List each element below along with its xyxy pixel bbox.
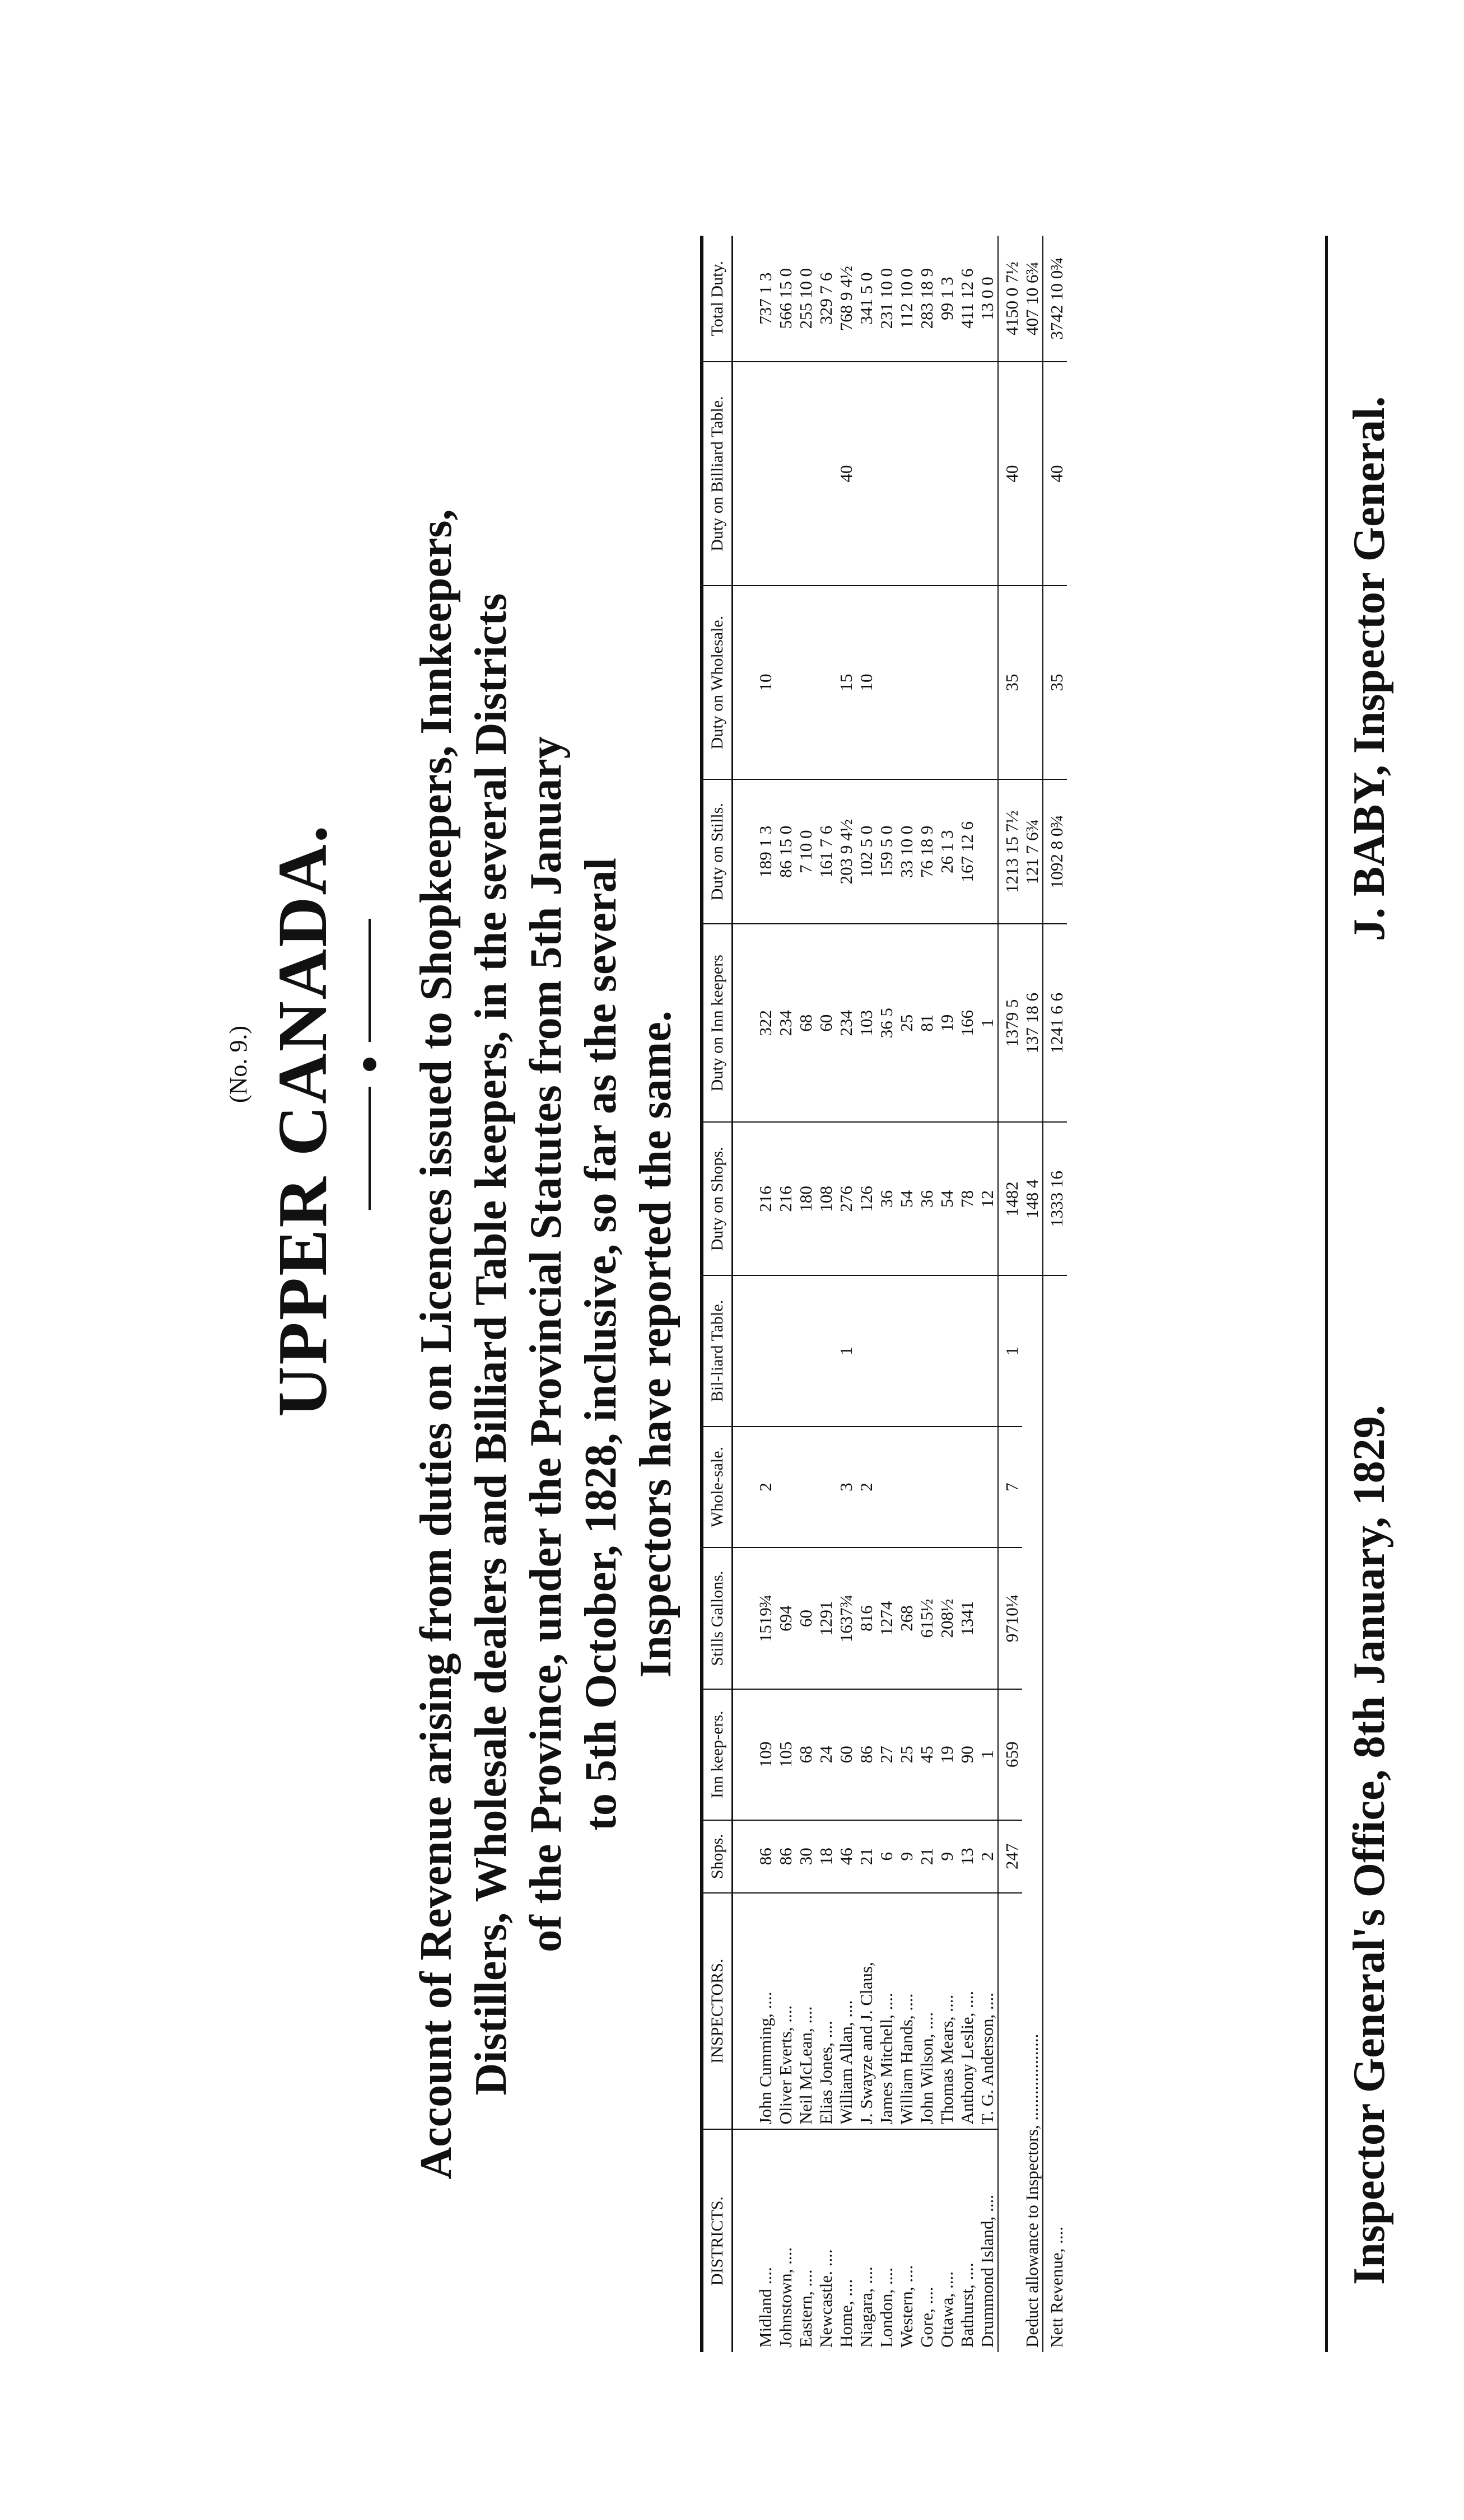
table-row [856, 236, 876, 2352]
table-row [957, 236, 977, 2352]
table-cell [776, 362, 796, 586]
subtitle-line: of the Province, under the Provincial Statutes from 5th January [521, 736, 571, 1952]
table-cell: James Mitchell, .... [876, 1893, 897, 2130]
table-cell: 35 [1043, 586, 1067, 779]
table-cell: 167 12 6 [957, 779, 977, 924]
subtitle-line: Inspectors have reported the same. [631, 1011, 680, 1678]
table-cell: 103 [856, 924, 876, 1122]
table-cell: 1213 15 7½ [998, 779, 1022, 924]
table-cell: 76 18 9 [917, 779, 937, 924]
table-cell: 33 10 0 [897, 779, 917, 924]
deduct-row [1022, 236, 1043, 2352]
table-cell: 40 [836, 362, 856, 586]
table-cell: 615½ [917, 1547, 937, 1689]
table-cell [1022, 586, 1043, 779]
table-cell: 2 [733, 1427, 776, 1548]
column-header: INSPECTORS. [703, 1893, 733, 2130]
table-cell: 21 [856, 1820, 876, 1893]
table-cell: 159 5 0 [876, 779, 897, 924]
table-cell [897, 1427, 917, 1548]
table-cell: 86 [856, 1689, 876, 1820]
table-cell: 1092 8 0¾ [1043, 779, 1067, 924]
table-row [897, 236, 917, 2352]
table-cell: Home, .... [836, 2129, 856, 2352]
column-header: Duty on Wholesale. [703, 586, 733, 779]
table-row [917, 236, 937, 2352]
table-cell: Anthony Leslie, .... [957, 1893, 977, 2130]
table-cell: 105 [776, 1689, 796, 1820]
table-cell [776, 1427, 796, 1548]
table-cell: 1341 [957, 1547, 977, 1689]
table-cell: 1482 [998, 1122, 1022, 1275]
table-cell: 19 [937, 924, 957, 1122]
table-cell: 36 [917, 1122, 937, 1275]
table-cell: Johnstown, .... [776, 2129, 796, 2352]
table-cell: 283 18 9 [917, 268, 936, 329]
table-cell [977, 779, 998, 924]
table-cell [977, 586, 998, 779]
table-cell: 208½ [937, 1547, 957, 1689]
table-cell: 54 [937, 1122, 957, 1275]
table-cell: 60 [796, 1547, 816, 1689]
table-cell [776, 586, 796, 779]
table-cell [897, 362, 917, 586]
table-cell: 3742 10 0¾ [1043, 236, 1067, 362]
table-cell [796, 586, 816, 779]
table-cell: 12 [977, 1122, 998, 1275]
table-cell: 27 [876, 1689, 897, 1820]
table-cell: 6 [876, 1820, 897, 1893]
table-cell [937, 362, 957, 586]
table-cell [816, 1427, 836, 1548]
table-cell: 30 [796, 1820, 816, 1893]
table-cell: 7 10 0 [796, 779, 816, 924]
table-cell [856, 1275, 876, 1426]
table-cell: 216 [733, 1122, 776, 1275]
column-header: DISTRICTS. [703, 2129, 733, 2352]
table-cell: 86 15 0 [776, 779, 796, 924]
table-cell: 203 9 4½ [836, 779, 856, 924]
table-cell [816, 586, 836, 779]
table-row [937, 236, 957, 2352]
table-cell: 45 [917, 1689, 937, 1820]
table-cell: 1519¾ [733, 1547, 776, 1689]
table-cell: 78 [957, 1122, 977, 1275]
table-cell: London, .... [876, 2129, 897, 2352]
table-cell [937, 586, 957, 779]
table-cell [897, 1275, 917, 1426]
table-cell: 13 [957, 1820, 977, 1893]
column-header: Duty on Stills. [703, 779, 733, 924]
table-cell: 99 1 3 [937, 277, 957, 320]
table-cell [796, 1275, 816, 1426]
table-cell: 1637¾ [836, 1547, 856, 1689]
table-cell [796, 362, 816, 586]
table-cell: J. Swayze and J. Claus, [856, 1893, 876, 2130]
table-cell: 341 5 0 [856, 272, 876, 325]
table-cell: 9710¼ [998, 1547, 1022, 1689]
table-cell [876, 362, 897, 586]
subtitle-line: to 5th October, 1828, inclusive, so far as the several [576, 858, 626, 1831]
table-cell [917, 1275, 937, 1426]
table-cell: 1333 16 [1043, 1122, 1067, 1275]
table-cell [816, 362, 836, 586]
table-cell: 407 10 6¾ [1022, 261, 1042, 336]
table-cell: 1 [836, 1275, 856, 1426]
table-cell: 137 18 6 [1022, 924, 1043, 1122]
table-cell: 566 15 0 [776, 268, 795, 329]
table-cell: 40 [1043, 362, 1067, 586]
table-cell [856, 362, 876, 586]
table-cell: 7 [998, 1427, 1022, 1548]
table-cell: 161 7 6 [816, 779, 836, 924]
column-header: Duty on Shops. [703, 1122, 733, 1275]
table-cell: 166 [957, 924, 977, 1122]
table-cell: 19 [937, 1689, 957, 1820]
table-cell: 737 1 3 [756, 272, 775, 325]
column-header: Duty on Billiard Table. [703, 362, 733, 586]
table-cell [998, 1893, 1022, 2352]
table-cell: Eastern, .... [796, 2129, 816, 2352]
table-cell: 148 4 [1022, 1122, 1043, 1275]
table-cell: 26 1 3 [937, 779, 957, 924]
table-cell: 54 [897, 1122, 917, 1275]
revenue-table [700, 236, 1328, 2352]
table-cell: 4150 0 7½ [998, 236, 1022, 362]
table-row [816, 236, 836, 2352]
table-cell: Nett Revenue, .... [1043, 1275, 1067, 2352]
table-cell: 10 [856, 586, 876, 779]
table-cell: Midland .... [733, 2129, 776, 2352]
table-cell: 1291 [816, 1547, 836, 1689]
nett-row [1043, 236, 1067, 2352]
table-cell: 1 [977, 1689, 998, 1820]
table-cell: 1274 [876, 1547, 897, 1689]
table-cell: 60 [816, 924, 836, 1122]
table-cell: 1 [977, 924, 998, 1122]
table-cell: Thomas Mears, .... [937, 1893, 957, 2130]
table-cell: 86 [776, 1820, 796, 1893]
table-cell: 25 [897, 1689, 917, 1820]
page-title: UPPER CANADA. [264, 824, 342, 1417]
table-cell [977, 1547, 998, 1689]
table-cell [977, 1427, 998, 1548]
table-cell: Deduct allowance to Inspectors, .................... [1022, 1275, 1043, 2352]
table-cell: 189 1 3 [733, 779, 776, 924]
table-cell: 108 [816, 1122, 836, 1275]
table-cell: 411 12 6 [957, 268, 977, 329]
table-cell: 255 10 0 [796, 268, 815, 329]
table-cell: 46 [836, 1820, 856, 1893]
table-cell: 329 7 6 [816, 272, 836, 325]
table-cell: 68 [796, 1689, 816, 1820]
table-cell: William Allan, .... [836, 1893, 856, 2130]
table-cell: 102 5 0 [856, 779, 876, 924]
table-cell: 3 [836, 1427, 856, 1548]
revenue-table-grid [703, 236, 1067, 2352]
table-cell [876, 586, 897, 779]
document-number: (No. 9.) [225, 1025, 252, 1104]
table-cell: 35 [998, 586, 1022, 779]
document-subtitle [409, 448, 683, 2240]
table-cell: 40 [998, 362, 1022, 586]
table-cell: 694 [776, 1547, 796, 1689]
table-cell: 2 [856, 1427, 876, 1548]
table-header-row [703, 236, 733, 2352]
table-cell: John Cumming, .... [733, 1893, 776, 2130]
table-cell: William Hands, .... [897, 1893, 917, 2130]
table-cell: 121 7 6¾ [1022, 779, 1043, 924]
table-cell [897, 586, 917, 779]
table-cell: Elias Jones, .... [816, 1893, 836, 2130]
table-cell: Neil McLean, .... [796, 1893, 816, 2130]
table-cell: 18 [816, 1820, 836, 1893]
table-cell [816, 1275, 836, 1426]
column-header: Bil-liard Table. [703, 1275, 733, 1426]
table-cell: 276 [836, 1122, 856, 1275]
table-body [733, 236, 1067, 2352]
table-row [776, 236, 796, 2352]
table-cell: 90 [957, 1689, 977, 1820]
table-cell [957, 1427, 977, 1548]
table-cell: Bathurst, .... [957, 2129, 977, 2352]
table-cell: 68 [796, 924, 816, 1122]
table-cell: 9 [937, 1820, 957, 1893]
subtitle-line: Account of Revenue arising from duties on Licences issued to Shopkeepers, Innkeepers, [412, 509, 461, 2180]
table-cell: 81 [917, 924, 937, 1122]
table-cell [957, 1275, 977, 1426]
table-cell: 1241 6 6 [1043, 924, 1067, 1122]
table-cell: T. G. Anderson, .... [977, 1893, 998, 2130]
table-cell: 15 [836, 586, 856, 779]
column-header: Shops. [703, 1820, 733, 1893]
table-cell [776, 1275, 796, 1426]
totals-row [998, 236, 1022, 2352]
table-cell: 234 [836, 924, 856, 1122]
table-cell: 86 [733, 1820, 776, 1893]
table-cell [957, 362, 977, 586]
column-header: Stills Gallons. [703, 1547, 733, 1689]
table-cell: 659 [998, 1689, 1022, 1820]
table-cell: 2 [977, 1820, 998, 1893]
table-cell: Oliver Everts, .... [776, 1893, 796, 2130]
table-cell: 234 [776, 924, 796, 1122]
table-cell: 816 [856, 1547, 876, 1689]
table-cell [977, 362, 998, 586]
table-cell: John Wilson, .... [917, 1893, 937, 2130]
table-cell: 36 5 [876, 924, 897, 1122]
table-cell [957, 586, 977, 779]
table-cell [876, 1427, 897, 1548]
column-header: Whole-sale. [703, 1427, 733, 1548]
table-cell: 13 0 0 [977, 277, 997, 320]
table-cell [733, 362, 776, 586]
column-header: Duty on Inn keepers [703, 924, 733, 1122]
table-cell: 25 [897, 924, 917, 1122]
table-cell: Drummond Island, .... [977, 2129, 998, 2352]
signature-line: J. BABY, Inspector General. [1345, 396, 1394, 941]
office-dateline: Inspector General's Office, 8th January, 1829. [1345, 1405, 1394, 2285]
table-cell [937, 1427, 957, 1548]
table-row [977, 236, 998, 2352]
table-cell [937, 1275, 957, 1426]
table-cell: 10 [733, 586, 776, 779]
column-header: Total Duty. [703, 236, 733, 362]
table-cell: 60 [836, 1689, 856, 1820]
table-cell [876, 1275, 897, 1426]
subtitle-line: Distillers, Wholesale dealers and Billiard Table keepers, in the several Districts [467, 593, 516, 2096]
table-cell [917, 1427, 937, 1548]
table-cell: 109 [733, 1689, 776, 1820]
table-cell [977, 1275, 998, 1426]
table-cell: 180 [796, 1122, 816, 1275]
table-cell [917, 362, 937, 586]
table-cell: 322 [733, 924, 776, 1122]
table-row [796, 236, 816, 2352]
table-cell: Gore, .... [917, 2129, 937, 2352]
table-cell: 1 [998, 1275, 1022, 1426]
table-cell: 768 9 4½ [836, 266, 856, 331]
table-cell [796, 1427, 816, 1548]
table-row [876, 236, 897, 2352]
table-cell: 216 [776, 1122, 796, 1275]
table-row [836, 236, 856, 2352]
table-cell: 231 10 0 [876, 268, 896, 329]
table-cell: Newcastle. .... [816, 2129, 836, 2352]
table-cell: 247 [998, 1820, 1022, 1893]
table-cell: 9 [897, 1820, 917, 1893]
ornament-divider [358, 896, 381, 1232]
table-cell: 112 10 0 [897, 268, 916, 329]
table-cell: Western, .... [897, 2129, 917, 2352]
table-cell: 24 [816, 1689, 836, 1820]
table-cell: 126 [856, 1122, 876, 1275]
table-cell: 1379 5 [998, 924, 1022, 1122]
column-header: Inn keep-ers. [703, 1689, 733, 1820]
table-cell: 36 [876, 1122, 897, 1275]
table-cell: Ottawa, .... [937, 2129, 957, 2352]
table-cell [733, 1275, 776, 1426]
table-cell: 268 [897, 1547, 917, 1689]
table-cell [917, 586, 937, 779]
table-cell: Niagara, .... [856, 2129, 876, 2352]
table-cell [1022, 362, 1043, 586]
table-row [733, 236, 776, 2352]
table-cell: 21 [917, 1820, 937, 1893]
